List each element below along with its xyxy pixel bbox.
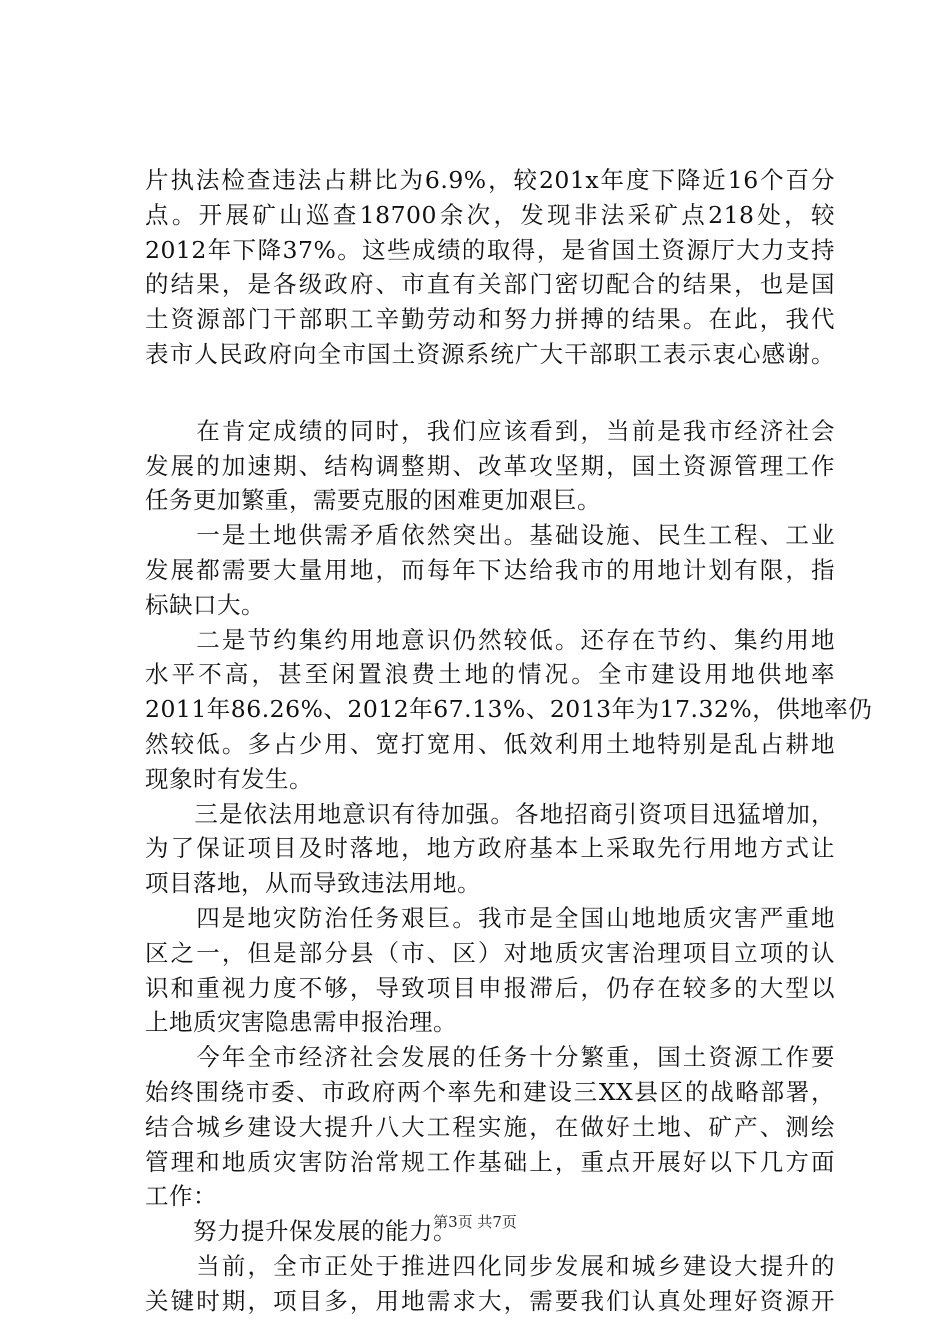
paragraph <box>145 1249 835 1319</box>
page-number-label: 第3页 共7页 <box>433 1213 517 1231</box>
text-line: 结合城乡建设大提升八大工程实施，在做好土地、矿产、测绘 <box>145 1112 835 1141</box>
page-footer <box>0 1212 950 1232</box>
text-line: 工作： <box>145 1182 217 1211</box>
text-line: 标缺口大。 <box>145 590 265 619</box>
document-body <box>145 163 873 1319</box>
text-line: 土资源部门干部职工辛勤劳动和努力拼搏的结果。在此，我代 <box>145 305 835 334</box>
text-line: 发展都需要大量用地，而每年下达给我市的用地计划有限，指 <box>145 555 835 584</box>
text-line: 的结果，是各级政府、市直有关部门密切配合的结果，也是国 <box>145 270 835 299</box>
text-line: 二是节约集约用地意识仍然较低。还存在节约、集约用地 <box>145 625 835 654</box>
text-line: 上地质灾害隐患需申报治理。 <box>145 1008 457 1037</box>
paragraph <box>145 901 835 1040</box>
paragraph-gap <box>145 372 835 414</box>
text-line: 管理和地质灾害防治常规工作基础上，重点开展好以下几方面 <box>145 1147 835 1176</box>
text-line: 片执法检查违法占耕比为6.9%，较201x年度下降近16个百分 <box>145 166 835 194</box>
text-line: 今年全市经济社会发展的任务十分繁重，国土资源工作要 <box>145 1043 835 1072</box>
text-line: 关键时期，项目多，用地需求大，需要我们认真处理好资源开 <box>145 1286 835 1315</box>
paragraph <box>145 163 835 372</box>
text-line: 任务更加繁重，需要克服的困难更加艰巨。 <box>145 486 601 515</box>
text-line: 现象时有发生。 <box>145 764 313 793</box>
paragraph <box>145 797 835 901</box>
text-line: 一是土地供需矛盾依然突出。基础设施、民生工程、工业 <box>145 521 835 550</box>
text-line: 为了保证项目及时落地，地方政府基本上采取先行用地方式让 <box>145 834 835 863</box>
paragraph <box>145 1040 835 1214</box>
text-line: 2012年下降37%。这些成绩的取得，是省国土资源厅大力支持 <box>145 235 835 264</box>
text-line: 当前，全市正处于推进四化同步发展和城乡建设大提升的 <box>145 1251 835 1280</box>
text-line: 水平不高，甚至闲置浪费土地的情况。全市建设用地供地率 <box>145 660 835 689</box>
paragraph <box>145 623 873 797</box>
text-line: 三是依法用地意识有待加强。各地招商引资项目迅猛增加， <box>145 799 835 828</box>
text-line: 发展的加速期、结构调整期、改革攻坚期，国土资源管理工作 <box>145 451 835 480</box>
text-line: 点。开展矿山巡查18700余次，发现非法采矿点218处，较 <box>145 200 835 229</box>
text-line: 识和重视力度不够，导致项目申报滞后，仍存在较多的大型以 <box>145 973 835 1002</box>
text-line: 努力提升保发展的能力。 <box>145 1217 457 1246</box>
text-line: 区之一，但是部分县（市、区）对地质灾害治理项目立项的认 <box>145 938 835 967</box>
paragraph <box>145 518 835 622</box>
text-line: 表市人民政府向全市国土资源系统广大干部职工表示衷心感谢。 <box>145 339 835 368</box>
text-line: 2011年86.26%、2012年67.13%、2013年为17.32%，供地率仍 <box>145 695 873 724</box>
text-line: 在肯定成绩的同时，我们应该看到，当前是我市经济社会 <box>145 416 835 445</box>
text-line: 项目落地，从而导致违法用地。 <box>145 869 481 898</box>
paragraph <box>145 414 835 518</box>
text-line: 然较低。多占少用、宽打宽用、低效利用土地特别是乱占耕地 <box>145 729 835 758</box>
text-line: 始终围绕市委、市政府两个率先和建设三XX县区的战略部署， <box>145 1077 835 1106</box>
text-line: 四是地灾防治任务艰巨。我市是全国山地地质灾害严重地 <box>145 903 835 932</box>
